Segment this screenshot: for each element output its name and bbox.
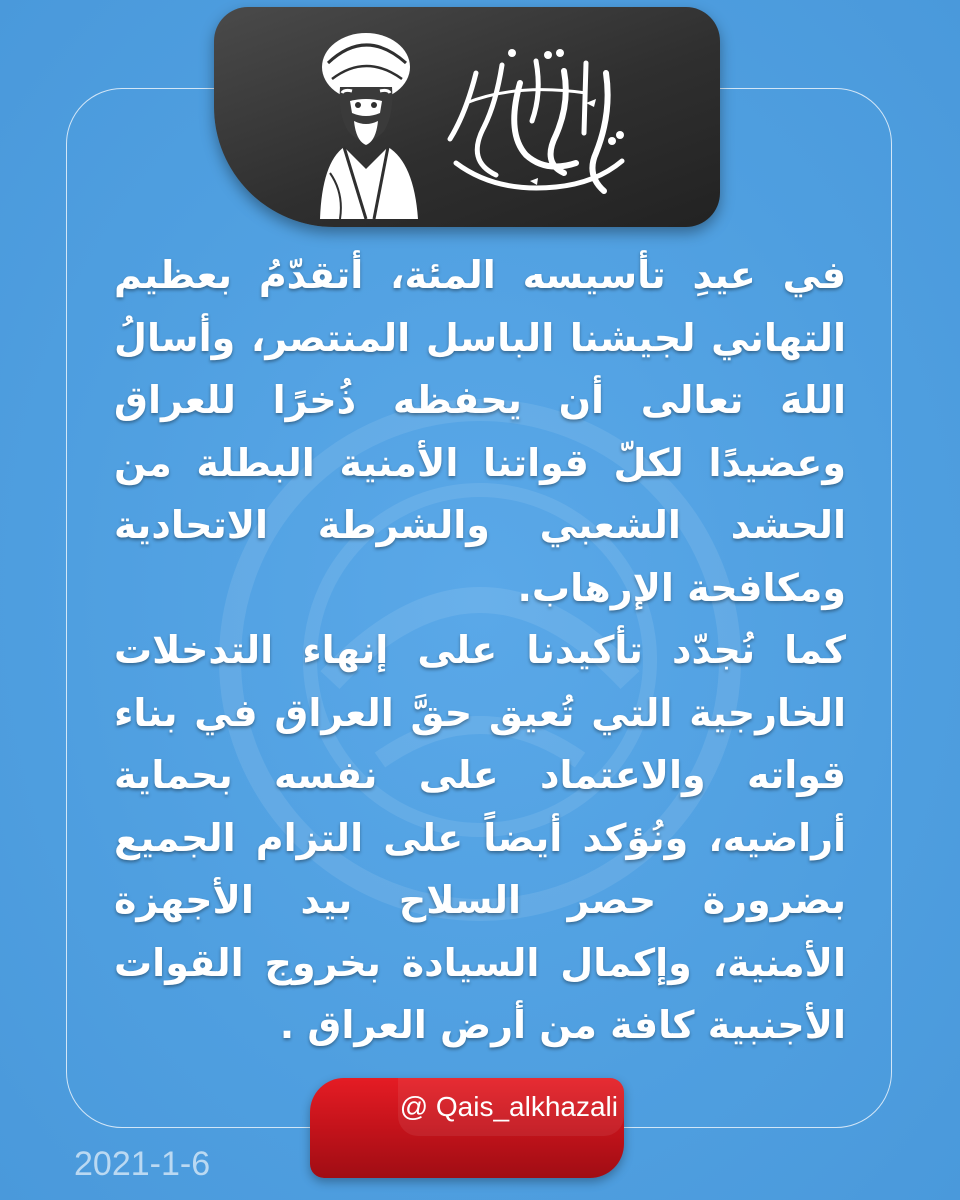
twitter-handle-text[interactable]: @ Qais_alkhazali [399, 1091, 618, 1122]
statement-text [114, 244, 846, 1057]
header-card [214, 7, 720, 227]
cleric-portrait-icon [314, 23, 424, 219]
twitter-handle-badge[interactable] [310, 1078, 624, 1178]
date-text: 2021-1-6 [74, 1145, 211, 1183]
handle-inner [400, 1078, 624, 1178]
name-calligraphy [436, 43, 631, 203]
statement-paragraph-2: كما نُجدّد تأكيدنا على إنهاء التدخلات الخارجية التي تُعيق حقَّ العراق في بناء قواته والاعتماد على نفسه بحماية أراضيه، ونُؤكد أيضاً على التزام الجميع بضرورة حصر السلاح بيد الأجهزة الأمنية، وإكمال السيادة بخروج القوات الأجنبية كافة من أرض العراق . [114, 628, 846, 1047]
statement-paragraph-1: في عيدِ تأسيسه المئة، أتقدّمُ بعظيم التهاني لجيشنا الباسل المنتصر، وأسالُ اللهَ تعالى أن يحفظه ذُخرًا للعراق وعضيدًا لكلّ قواتنا الأمنية البطلة من الحشد الشعبي والشرطة الاتحادية ومكافحة الإرهاب. [114, 253, 846, 610]
